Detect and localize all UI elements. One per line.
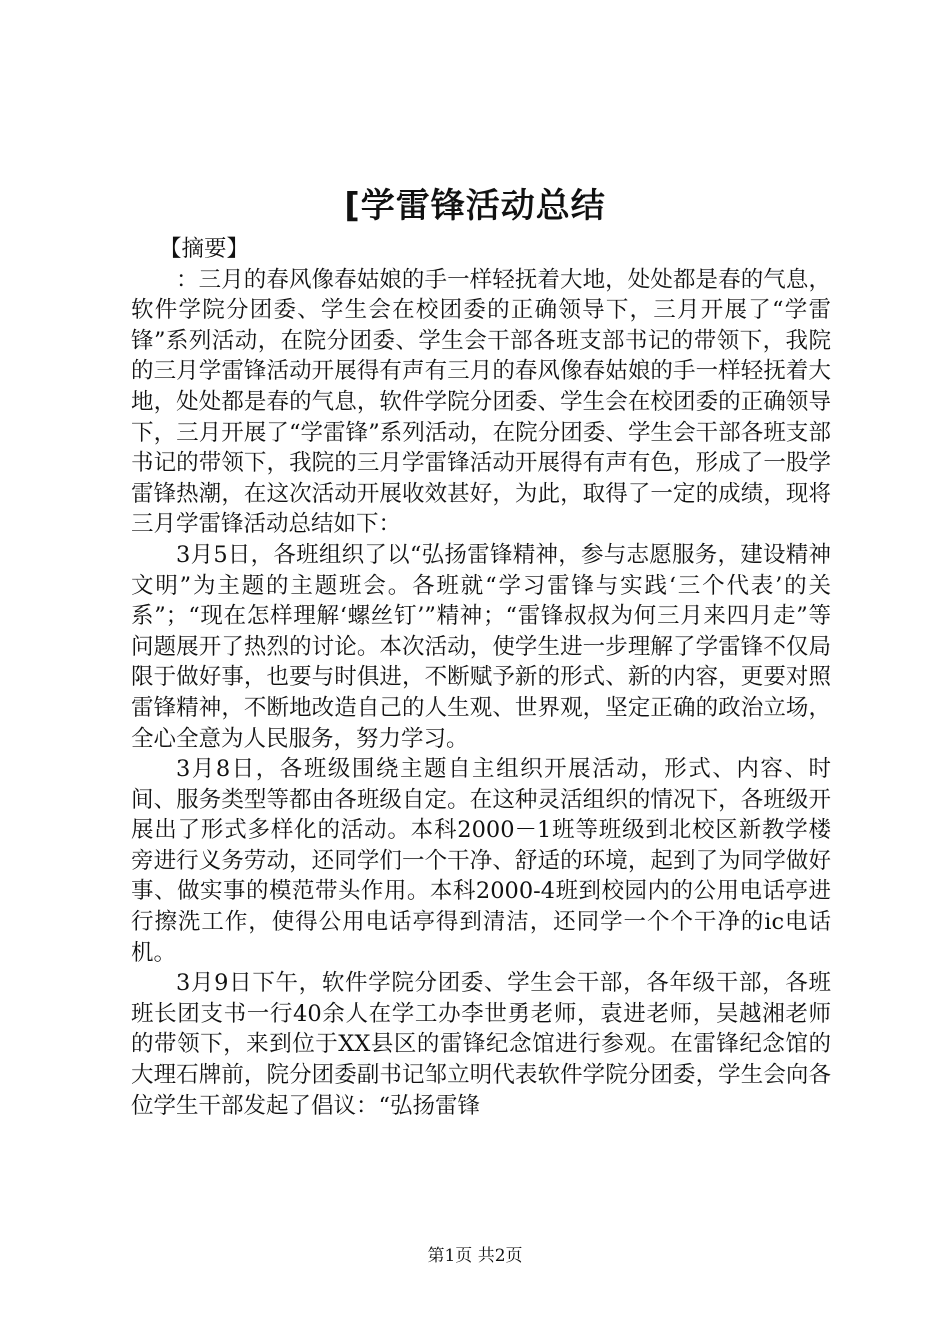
document-title: [学雷锋活动总结 xyxy=(344,186,606,226)
body-paragraph: 3月9日下午，软件学院分团委、学生会干部，各年级干部，各班班长团支书一行40余人在学工办李世勇老师，袁进老师，吴越湘老师的带领下，来到位于XX县区的雷锋纪念馆进行参观。在雷锋纪念馆的大理石牌前，院分团委副书记邹立明代表软件学院分团委，学生会向各位学生干部发起了倡议：“弘扬雷锋 xyxy=(131,970,831,1119)
body-paragraph: 3月5日，各班组织了以“弘扬雷锋精神，参与志愿服务，建设精神文明”为主题的主题班会。各班就“学习雷锋与实践‘三个代表’的关系”；“现在怎样理解‘螺丝钉’”精神；“雷锋叔叔为何三月来四月走”等问题展开了热烈的讨论。本次活动，使学生进一步理解了学雷锋不仅局限于做好事，也要与时俱进，不断赋予新的形式、新的内容，更要对照雷锋精神，不断地改造自己的人生观、世界观，坚定正确的政治立场，全心全意为人民服务，努力学习。 xyxy=(131,541,831,752)
body-paragraph: ：三月的春风像春姑娘的手一样轻抚着大地，处处都是春的气息，软件学院分团委、学生会在校团委的正确领导下，三月开展了“学雷锋”系列活动，在院分团委、学生会干部各班支部书记的带领下，我院的三月学雷锋活动开展得有声有三月的春风像春姑娘的手一样轻抚着大地，处处都是春的气息，软件学院分团委、学生会在校团委的正确领导下，三月开展了“学雷锋”系列活动，在院分团委、学生会干部各班支部书记的带领下，我院的三月学雷锋活动开展得有声有色，形成了一股学雷锋热潮，在这次活动开展收效甚好，为此，取得了一定的成绩，现将三月学雷锋活动总结如下： xyxy=(131,266,831,538)
page-footer: 第1页 共2页 xyxy=(427,1246,523,1266)
document-body xyxy=(131,234,831,1121)
body-paragraph: 3月8日，各班级围绕主题自主组织开展活动，形式、内容、时间、服务类型等都由各班级自定。在这种灵活组织的情况下，各班级开展出了形式多样化的活动。本科2000－1班等班级到北校区新教学楼旁进行义务劳动，还同学们一个干净、舒适的环境，起到了为同学做好事、做实事的模范带头作用。本科2000-4班到校园内的公用电话亭进行擦洗工作，使得公用电话亭得到清洁，还同学一个个干净的ic电话机。 xyxy=(131,756,831,966)
abstract-label: 【摘要】 xyxy=(159,236,250,262)
